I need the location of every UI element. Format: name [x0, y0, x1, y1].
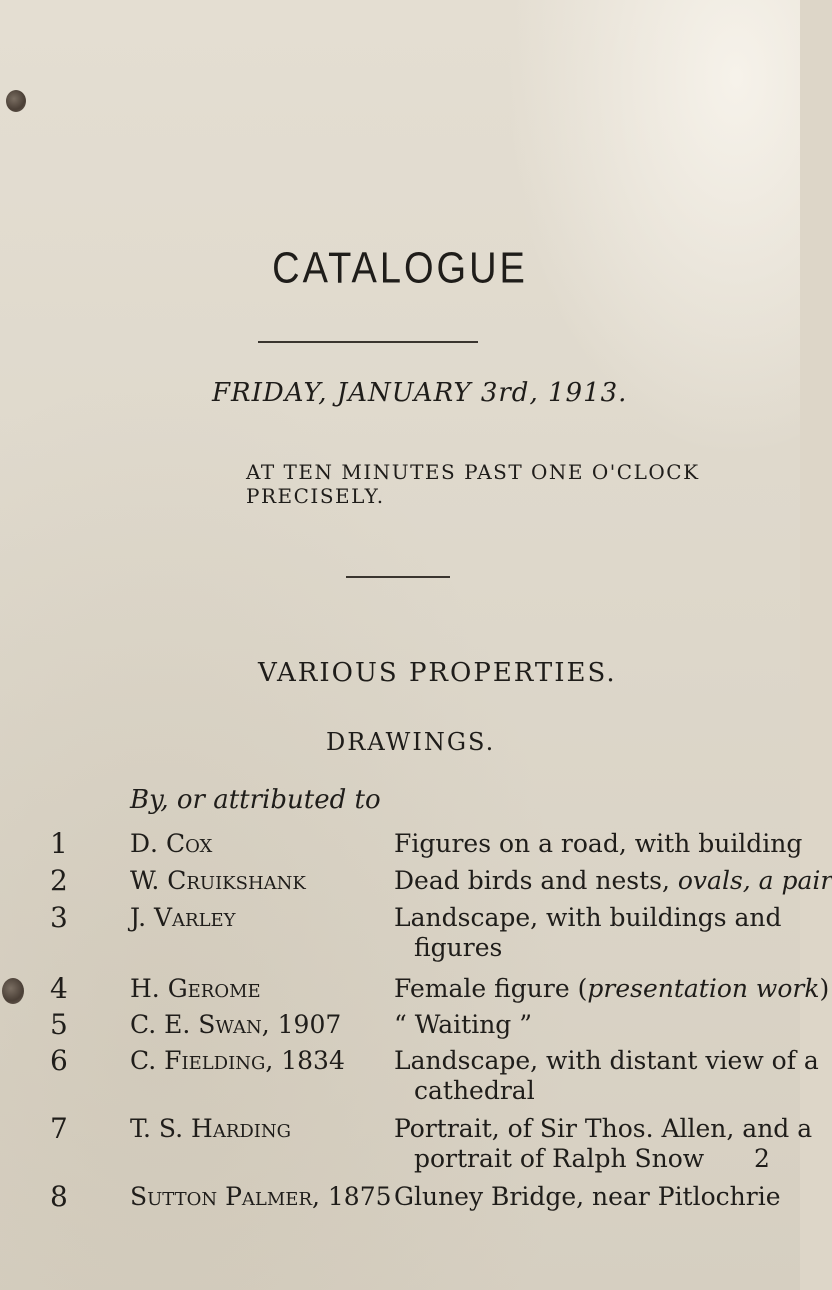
lot-artist: D. Cox	[130, 829, 213, 858]
lot-number: 2	[50, 864, 68, 897]
section-subheading: DRAWINGS.	[326, 728, 496, 756]
lot-title	[394, 866, 832, 895]
lot-artist: Sutton Palmer, 1875	[130, 1182, 392, 1211]
lot-artist: C. E. Swan, 1907	[130, 1010, 342, 1039]
binding-hole-bottom	[2, 978, 24, 1004]
lot-title: “ Waiting ”	[394, 1010, 533, 1039]
lot-artist: H. Gerome	[130, 974, 261, 1003]
lot-artist: C. Fielding, 1834	[130, 1046, 345, 1075]
title-rule	[258, 341, 478, 343]
lot-artist: T. S. Harding	[130, 1114, 292, 1143]
lot-title	[394, 974, 829, 1003]
lot-quantity: 2	[754, 1144, 770, 1173]
lot-number: 7	[50, 1112, 68, 1145]
sale-time: AT TEN MINUTES PAST ONE O'CLOCK PRECISELY.	[246, 460, 700, 508]
lot-title-note: ovals, a pair	[677, 866, 832, 895]
time-rule	[346, 576, 450, 578]
lot-artist: J. Varley	[130, 903, 236, 932]
lot-number: 6	[50, 1044, 68, 1077]
lot-title	[394, 903, 782, 932]
section-heading: VARIOUS PROPERTIES.	[258, 658, 617, 688]
sale-date: FRIDAY, JANUARY 3rd, 1913.	[212, 378, 628, 408]
lot-title-continued: cathedral	[414, 1076, 535, 1105]
lot-title	[394, 1046, 819, 1075]
lot-title: Gluney Bridge, near Pitlochrie	[394, 1182, 781, 1211]
lot-title-end: )	[819, 974, 830, 1003]
lot-title: Figures on a road, with building	[394, 829, 803, 858]
lot-artist: W. Cruikshank	[130, 866, 306, 895]
lot-title-text: Landscape, with distant view of a	[394, 1046, 819, 1075]
lot-title-text: Female figure (	[394, 974, 588, 1003]
lot-number: 4	[50, 972, 68, 1005]
lot-number: 3	[50, 901, 68, 934]
lot-title-note: presentation work	[587, 974, 820, 1003]
lot-title-text: Dead birds and nests,	[394, 866, 678, 895]
lot-number: 8	[50, 1180, 68, 1213]
lot-title-text: Portrait, of Sir Thos. Allen, and a	[394, 1114, 813, 1143]
attribution-line: By, or attributed to	[130, 785, 381, 815]
lot-artist-name: . Cox	[150, 829, 213, 858]
lot-number: 5	[50, 1008, 68, 1041]
catalogue-title: CATALOGUE	[272, 244, 528, 294]
lot-number: 1	[50, 827, 68, 860]
lot-title-continued: portrait of Ralph Snow	[414, 1144, 705, 1173]
lot-title-continued: figures	[414, 933, 503, 962]
lot-title-text: Landscape, with buildings and	[394, 903, 782, 932]
binding-hole-top	[6, 90, 26, 112]
lot-title	[394, 1114, 813, 1143]
